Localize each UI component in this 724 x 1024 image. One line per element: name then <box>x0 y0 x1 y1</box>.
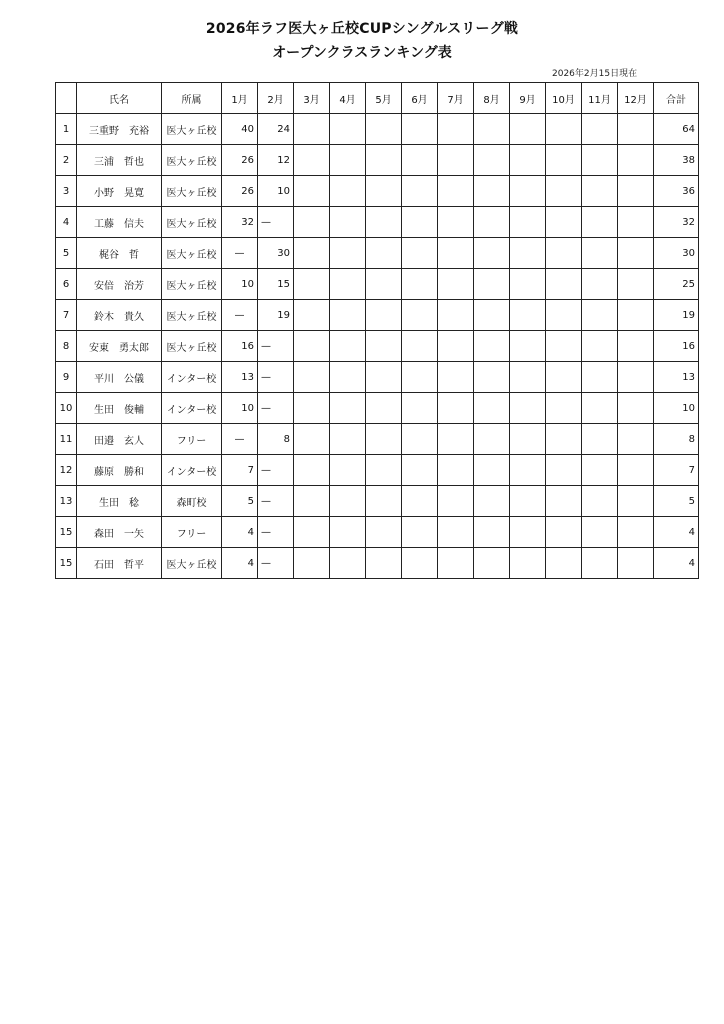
month-2-points-cell: 30 <box>258 238 294 269</box>
affiliation-cell: 医大ヶ丘校 <box>162 331 222 362</box>
month-1-points-cell: — <box>222 424 258 455</box>
month-6-points-cell <box>402 362 438 393</box>
month-7-points-cell <box>438 517 474 548</box>
month-2-points-cell: 19 <box>258 300 294 331</box>
month-4-points-cell <box>330 145 366 176</box>
month-10-points-cell <box>546 517 582 548</box>
month-8-points-cell <box>474 207 510 238</box>
header-month-2: 2月 <box>258 83 294 114</box>
month-8-points-cell <box>474 362 510 393</box>
rank-cell: 4 <box>56 207 77 238</box>
month-6-points-cell <box>402 176 438 207</box>
month-8-points-cell <box>474 300 510 331</box>
month-3-points-cell <box>294 300 330 331</box>
month-5-points-cell <box>366 548 402 579</box>
month-5-points-cell <box>366 300 402 331</box>
month-12-points-cell <box>618 238 654 269</box>
month-11-points-cell <box>582 300 618 331</box>
month-5-points-cell <box>366 455 402 486</box>
month-4-points-cell <box>330 548 366 579</box>
month-6-points-cell <box>402 300 438 331</box>
month-2-points-cell: 15 <box>258 269 294 300</box>
month-9-points-cell <box>510 269 546 300</box>
table-row <box>56 362 699 393</box>
header-month-12: 12月 <box>618 83 654 114</box>
header-month-7: 7月 <box>438 83 474 114</box>
as-of-date: 2026年2月15日現在 <box>552 69 638 79</box>
month-7-points-cell <box>438 393 474 424</box>
rank-cell: 1 <box>56 114 77 145</box>
table-row <box>56 331 699 362</box>
table-row <box>56 486 699 517</box>
rank-cell: 7 <box>56 300 77 331</box>
affiliation-cell: 医大ヶ丘校 <box>162 238 222 269</box>
month-10-points-cell <box>546 207 582 238</box>
month-9-points-cell <box>510 517 546 548</box>
total-points-cell: 5 <box>654 486 699 517</box>
month-12-points-cell <box>618 393 654 424</box>
month-7-points-cell <box>438 207 474 238</box>
month-1-points-cell: 26 <box>222 145 258 176</box>
month-4-points-cell <box>330 331 366 362</box>
rank-cell: 10 <box>56 393 77 424</box>
month-8-points-cell <box>474 145 510 176</box>
table-row <box>56 176 699 207</box>
month-10-points-cell <box>546 424 582 455</box>
month-11-points-cell <box>582 207 618 238</box>
month-1-points-cell: — <box>222 238 258 269</box>
month-10-points-cell <box>546 393 582 424</box>
total-points-cell: 13 <box>654 362 699 393</box>
month-5-points-cell <box>366 207 402 238</box>
month-5-points-cell <box>366 517 402 548</box>
month-10-points-cell <box>546 300 582 331</box>
month-10-points-cell <box>546 548 582 579</box>
header-row <box>56 83 699 114</box>
month-6-points-cell <box>402 331 438 362</box>
total-points-cell: 8 <box>654 424 699 455</box>
month-7-points-cell <box>438 362 474 393</box>
header-total: 合計 <box>654 83 699 114</box>
month-3-points-cell <box>294 114 330 145</box>
affiliation-cell: 医大ヶ丘校 <box>162 269 222 300</box>
month-8-points-cell <box>474 238 510 269</box>
month-7-points-cell <box>438 269 474 300</box>
month-5-points-cell <box>366 114 402 145</box>
month-6-points-cell <box>402 269 438 300</box>
month-9-points-cell <box>510 207 546 238</box>
month-5-points-cell <box>366 145 402 176</box>
month-8-points-cell <box>474 114 510 145</box>
header-month-6: 6月 <box>402 83 438 114</box>
month-7-points-cell <box>438 486 474 517</box>
month-8-points-cell <box>474 269 510 300</box>
month-11-points-cell <box>582 486 618 517</box>
month-11-points-cell <box>582 176 618 207</box>
month-8-points-cell <box>474 517 510 548</box>
table-row <box>56 114 699 145</box>
month-4-points-cell <box>330 362 366 393</box>
month-7-points-cell <box>438 114 474 145</box>
month-4-points-cell <box>330 269 366 300</box>
month-3-points-cell <box>294 486 330 517</box>
month-4-points-cell <box>330 455 366 486</box>
month-11-points-cell <box>582 424 618 455</box>
month-5-points-cell <box>366 424 402 455</box>
month-12-points-cell <box>618 176 654 207</box>
player-name-cell: 安東 勇太郎 <box>77 331 162 362</box>
month-1-points-cell: 10 <box>222 393 258 424</box>
total-points-cell: 19 <box>654 300 699 331</box>
month-11-points-cell <box>582 331 618 362</box>
month-2-points-cell: — <box>258 362 294 393</box>
month-12-points-cell <box>618 269 654 300</box>
month-3-points-cell <box>294 393 330 424</box>
month-12-points-cell <box>618 455 654 486</box>
month-3-points-cell <box>294 455 330 486</box>
month-3-points-cell <box>294 548 330 579</box>
player-name-cell: 森田 一矢 <box>77 517 162 548</box>
affiliation-cell: フリー <box>162 424 222 455</box>
month-5-points-cell <box>366 362 402 393</box>
month-9-points-cell <box>510 362 546 393</box>
month-2-points-cell: — <box>258 486 294 517</box>
month-11-points-cell <box>582 238 618 269</box>
month-5-points-cell <box>366 176 402 207</box>
month-8-points-cell <box>474 455 510 486</box>
month-10-points-cell <box>546 114 582 145</box>
affiliation-cell: フリー <box>162 517 222 548</box>
month-12-points-cell <box>618 207 654 238</box>
month-8-points-cell <box>474 548 510 579</box>
table-row <box>56 269 699 300</box>
month-3-points-cell <box>294 269 330 300</box>
month-11-points-cell <box>582 114 618 145</box>
table-row <box>56 424 699 455</box>
document-title: 2026年ラフ医大ヶ丘校CUPシングルスリーグ戦 <box>205 21 519 37</box>
table-row <box>56 238 699 269</box>
month-12-points-cell <box>618 424 654 455</box>
month-3-points-cell <box>294 145 330 176</box>
total-points-cell: 10 <box>654 393 699 424</box>
header-month-4: 4月 <box>330 83 366 114</box>
month-1-points-cell: 26 <box>222 176 258 207</box>
rank-cell: 3 <box>56 176 77 207</box>
month-11-points-cell <box>582 145 618 176</box>
header-rank <box>56 83 77 114</box>
month-12-points-cell <box>618 300 654 331</box>
month-1-points-cell: 4 <box>222 517 258 548</box>
month-5-points-cell <box>366 238 402 269</box>
month-2-points-cell: 10 <box>258 176 294 207</box>
month-10-points-cell <box>546 176 582 207</box>
month-2-points-cell: — <box>258 331 294 362</box>
player-name-cell: 三浦 哲也 <box>77 145 162 176</box>
table-row <box>56 548 699 579</box>
rank-cell: 5 <box>56 238 77 269</box>
total-points-cell: 7 <box>654 455 699 486</box>
month-12-points-cell <box>618 548 654 579</box>
month-1-points-cell: 32 <box>222 207 258 238</box>
month-8-points-cell <box>474 176 510 207</box>
month-6-points-cell <box>402 393 438 424</box>
rank-cell: 15 <box>56 517 77 548</box>
month-11-points-cell <box>582 548 618 579</box>
month-4-points-cell <box>330 207 366 238</box>
total-points-cell: 16 <box>654 331 699 362</box>
player-name-cell: 田邉 玄人 <box>77 424 162 455</box>
player-name-cell: 平川 公儀 <box>77 362 162 393</box>
total-points-cell: 64 <box>654 114 699 145</box>
month-4-points-cell <box>330 424 366 455</box>
month-1-points-cell: 4 <box>222 548 258 579</box>
affiliation-cell: インター校 <box>162 393 222 424</box>
affiliation-cell: インター校 <box>162 455 222 486</box>
month-2-points-cell: — <box>258 393 294 424</box>
month-12-points-cell <box>618 145 654 176</box>
player-name-cell: 石田 哲平 <box>77 548 162 579</box>
month-10-points-cell <box>546 269 582 300</box>
month-6-points-cell <box>402 548 438 579</box>
player-name-cell: 三重野 充裕 <box>77 114 162 145</box>
header-month-8: 8月 <box>474 83 510 114</box>
month-12-points-cell <box>618 517 654 548</box>
month-1-points-cell: 5 <box>222 486 258 517</box>
player-name-cell: 生田 俊輔 <box>77 393 162 424</box>
month-11-points-cell <box>582 362 618 393</box>
affiliation-cell: 医大ヶ丘校 <box>162 548 222 579</box>
month-4-points-cell <box>330 238 366 269</box>
month-9-points-cell <box>510 548 546 579</box>
month-6-points-cell <box>402 424 438 455</box>
month-10-points-cell <box>546 362 582 393</box>
month-8-points-cell <box>474 424 510 455</box>
month-11-points-cell <box>582 455 618 486</box>
affiliation-cell: 医大ヶ丘校 <box>162 145 222 176</box>
rank-cell: 12 <box>56 455 77 486</box>
month-1-points-cell: 16 <box>222 331 258 362</box>
affiliation-cell: 医大ヶ丘校 <box>162 176 222 207</box>
header-month-3: 3月 <box>294 83 330 114</box>
month-7-points-cell <box>438 145 474 176</box>
total-points-cell: 38 <box>654 145 699 176</box>
month-3-points-cell <box>294 238 330 269</box>
month-12-points-cell <box>618 331 654 362</box>
month-4-points-cell <box>330 300 366 331</box>
affiliation-cell: インター校 <box>162 362 222 393</box>
player-name-cell: 安倍 治芳 <box>77 269 162 300</box>
rank-cell: 8 <box>56 331 77 362</box>
player-name-cell: 藤原 勝和 <box>77 455 162 486</box>
rank-cell: 15 <box>56 548 77 579</box>
month-4-points-cell <box>330 114 366 145</box>
affiliation-cell: 医大ヶ丘校 <box>162 207 222 238</box>
month-12-points-cell <box>618 114 654 145</box>
rank-cell: 6 <box>56 269 77 300</box>
month-9-points-cell <box>510 145 546 176</box>
month-10-points-cell <box>546 238 582 269</box>
month-12-points-cell <box>618 362 654 393</box>
month-9-points-cell <box>510 393 546 424</box>
month-6-points-cell <box>402 486 438 517</box>
month-8-points-cell <box>474 331 510 362</box>
month-12-points-cell <box>618 486 654 517</box>
total-points-cell: 4 <box>654 548 699 579</box>
header-month-9: 9月 <box>510 83 546 114</box>
player-name-cell: 生田 稔 <box>77 486 162 517</box>
month-7-points-cell <box>438 331 474 362</box>
month-9-points-cell <box>510 176 546 207</box>
month-1-points-cell: — <box>222 300 258 331</box>
month-3-points-cell <box>294 362 330 393</box>
month-11-points-cell <box>582 393 618 424</box>
month-10-points-cell <box>546 331 582 362</box>
rank-cell: 13 <box>56 486 77 517</box>
month-8-points-cell <box>474 393 510 424</box>
month-2-points-cell: 12 <box>258 145 294 176</box>
month-9-points-cell <box>510 238 546 269</box>
month-8-points-cell <box>474 486 510 517</box>
month-5-points-cell <box>366 331 402 362</box>
rank-cell: 2 <box>56 145 77 176</box>
month-3-points-cell <box>294 331 330 362</box>
month-2-points-cell: — <box>258 517 294 548</box>
month-5-points-cell <box>366 393 402 424</box>
month-6-points-cell <box>402 455 438 486</box>
month-10-points-cell <box>546 455 582 486</box>
month-9-points-cell <box>510 486 546 517</box>
affiliation-cell: 医大ヶ丘校 <box>162 114 222 145</box>
total-points-cell: 4 <box>654 517 699 548</box>
player-name-cell: 小野 晃寛 <box>77 176 162 207</box>
month-7-points-cell <box>438 238 474 269</box>
month-2-points-cell: 24 <box>258 114 294 145</box>
month-1-points-cell: 10 <box>222 269 258 300</box>
table-row <box>56 207 699 238</box>
affiliation-cell: 森町校 <box>162 486 222 517</box>
month-7-points-cell <box>438 300 474 331</box>
month-6-points-cell <box>402 238 438 269</box>
total-points-cell: 32 <box>654 207 699 238</box>
month-7-points-cell <box>438 455 474 486</box>
month-3-points-cell <box>294 176 330 207</box>
month-2-points-cell: 8 <box>258 424 294 455</box>
month-9-points-cell <box>510 114 546 145</box>
player-name-cell: 梶谷 哲 <box>77 238 162 269</box>
month-3-points-cell <box>294 424 330 455</box>
month-4-points-cell <box>330 486 366 517</box>
month-11-points-cell <box>582 269 618 300</box>
player-name-cell: 工藤 信夫 <box>77 207 162 238</box>
month-1-points-cell: 7 <box>222 455 258 486</box>
month-2-points-cell: — <box>258 207 294 238</box>
month-5-points-cell <box>366 486 402 517</box>
month-2-points-cell: — <box>258 548 294 579</box>
ranking-table <box>55 82 699 579</box>
month-3-points-cell <box>294 207 330 238</box>
month-6-points-cell <box>402 207 438 238</box>
header-month-10: 10月 <box>546 83 582 114</box>
month-4-points-cell <box>330 517 366 548</box>
month-6-points-cell <box>402 517 438 548</box>
table-row <box>56 393 699 424</box>
header-month-5: 5月 <box>366 83 402 114</box>
month-1-points-cell: 40 <box>222 114 258 145</box>
month-5-points-cell <box>366 269 402 300</box>
rank-cell: 11 <box>56 424 77 455</box>
header-month-1: 1月 <box>222 83 258 114</box>
table-row <box>56 300 699 331</box>
month-9-points-cell <box>510 300 546 331</box>
month-11-points-cell <box>582 517 618 548</box>
total-points-cell: 30 <box>654 238 699 269</box>
header-name: 氏名 <box>77 83 162 114</box>
table-row <box>56 145 699 176</box>
month-4-points-cell <box>330 176 366 207</box>
total-points-cell: 25 <box>654 269 699 300</box>
header-affiliation: 所属 <box>162 83 222 114</box>
header-month-11: 11月 <box>582 83 618 114</box>
month-9-points-cell <box>510 455 546 486</box>
affiliation-cell: 医大ヶ丘校 <box>162 300 222 331</box>
rank-cell: 9 <box>56 362 77 393</box>
month-3-points-cell <box>294 517 330 548</box>
month-6-points-cell <box>402 114 438 145</box>
month-7-points-cell <box>438 424 474 455</box>
table-row <box>56 517 699 548</box>
total-points-cell: 36 <box>654 176 699 207</box>
month-4-points-cell <box>330 393 366 424</box>
table-row <box>56 455 699 486</box>
month-10-points-cell <box>546 145 582 176</box>
document-subtitle: オープンクラスランキング表 <box>272 45 452 61</box>
month-1-points-cell: 13 <box>222 362 258 393</box>
month-9-points-cell <box>510 331 546 362</box>
month-10-points-cell <box>546 486 582 517</box>
month-6-points-cell <box>402 145 438 176</box>
player-name-cell: 鈴木 貴久 <box>77 300 162 331</box>
month-7-points-cell <box>438 548 474 579</box>
month-9-points-cell <box>510 424 546 455</box>
month-2-points-cell: — <box>258 455 294 486</box>
month-7-points-cell <box>438 176 474 207</box>
